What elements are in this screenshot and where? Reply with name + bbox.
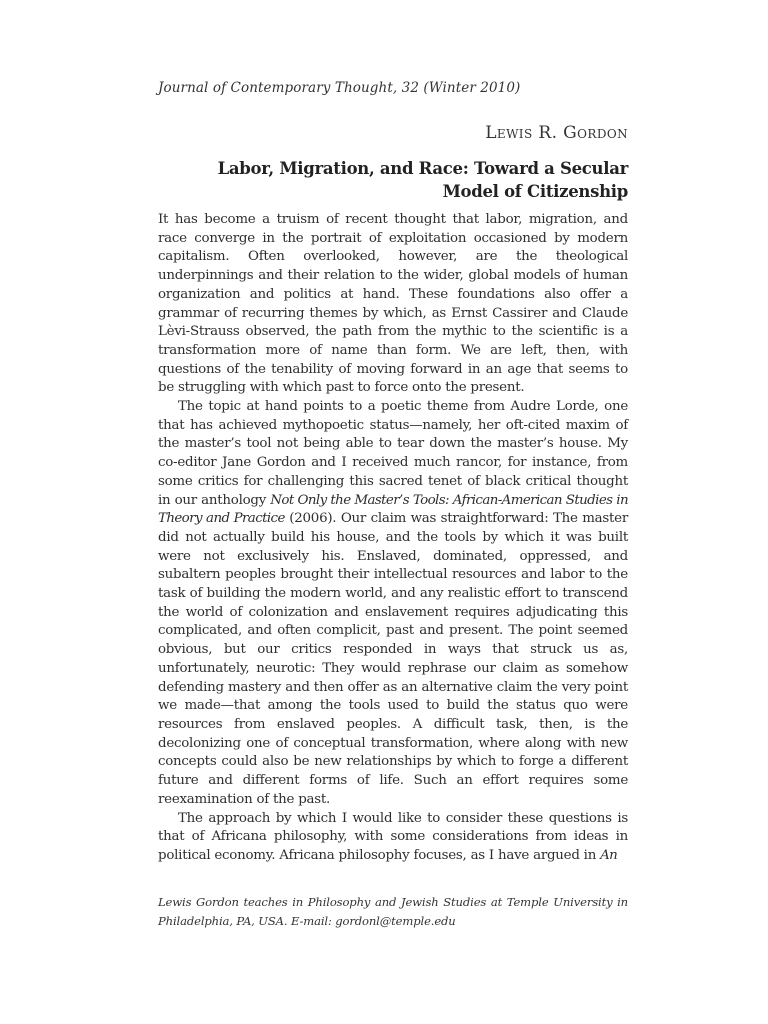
paragraph-3-text: The approach by which I would like to consider these questions is that of Africana philosophy, with some considerations from ideas in political economy. Africana philosophy focuses, as I have argued in [158,810,628,863]
book-title-not-only-the-masters-tools: Not Only the Master’s Tools: African-American Studies in Theory and Practice [158,492,628,527]
paragraph-1: It has become a truism of recent thought that labor, migration, and race converge in the portrait of exploitation occasioned by modern capitalism. Often overlooked, however, are the theological underpinnings and their relation to the wider, global models of human organization and politics at hand. These foundations also offer a grammar of recurring themes by which, as Ernst Cassirer and Claude Lèvi-Strauss observed, the path from the mythic to the scientific is a transformation more of name than form. We are left, then, with questions of the tenability of moving forward in an age that seems to be struggling with which past to force onto the present. [158,212,628,396]
paragraph-2-text-before: The topic at hand points to a poetic theme from Audre Lorde, one that has achieved mythopoetic status—namely, her oft-cited maxim of the master’s tool not being able to tear down the master’s house. My co-editor Jane Gordon and I received much rancor, for instance, from some critics for challenging this sacred tenet of black critical thought in our anthology [158,399,628,508]
author-footnote: Lewis Gordon teaches in Philosophy and Jewish Studies at Temple University in Philadelphia, PA, USA. E-mail: gordonl@temple.edu [158,895,628,928]
journal-header: Journal of Contemporary Thought, 32 (Winter 2010) [158,80,521,96]
paragraph-2 [158,398,628,809]
paragraph-3 [158,810,628,866]
article-body [158,211,628,866]
paragraph-2-text-after: (2006). Our claim was straightforward: The master did not actually build his house, and the tools by which it was built were not exclusively his. Enslaved, dominated, oppressed, and subaltern peoples brought their intellectual resources and labor to the task of building the modern world, and any realistic effort to transcend the world of colonization and enslavement requires adjudicating this complicated, and often complicit, past and present. The point seemed obvious, but our critics responded in ways that struck us as, unfortunately, neurotic: They would rephrase our claim as somehow defending mastery and then offer as an alternative claim the very point we made—that among the tools used to build the status quo were resources from enslaved peoples. A difficult task, then, is the decolonizing one of conceptual transformation, where along with new concepts could also be new relationships by which to forge a different future and different forms of life. Such an effort requires some reexamination of the past. [158,511,628,807]
paragraph-3-italic: An [600,847,618,863]
author-name: Lewis R. Gordon [485,123,628,143]
article-title: Labor, Migration, and Race: Toward a Secular Model of Citizenship [217,159,628,201]
